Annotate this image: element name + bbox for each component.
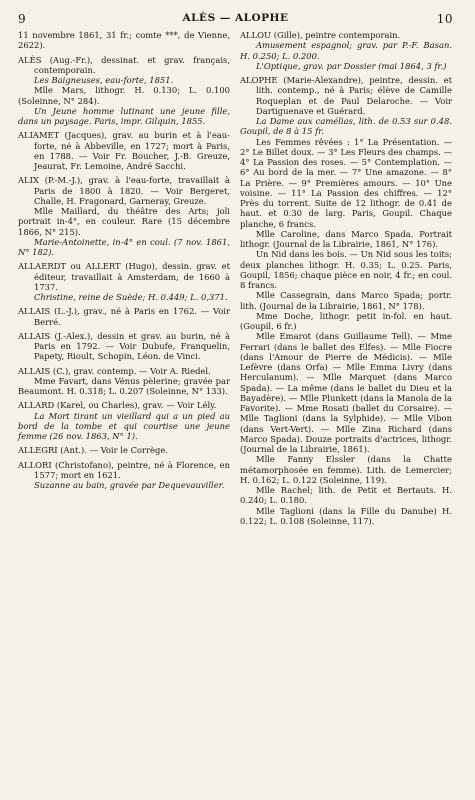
entry-work: Mlle Rachel; lith. de Petit et Bertauts. H. 0.240; L. 0.180. [240, 485, 452, 506]
entry-allori [18, 460, 230, 491]
entry-work: La Dame aux camélias, lith. de 0.53 sur 0.48. Goupil, de 8 à 15 fr. [240, 116, 452, 137]
right-column [240, 30, 452, 530]
entry-ales [18, 55, 230, 127]
entry-allard [18, 400, 230, 441]
entry-work: Un Nid dans les bois. — Un Nid sous les toits; deux planches lithogr. H. 0.35; L. 0.25. Paris, Goupil, 1856; chaque pièce en noir, 4 fr.; en coul. 8 francs. [240, 249, 452, 290]
page-number-left: 9 [18, 12, 27, 26]
entry-heading: ALLAIS (J.-Alex.), dessin et grav. au burin, né à Paris en 1792. — Voir Dubufe, Franquelin, Papety, Rioult, Schopin, Léon. de Vinci. [18, 330, 230, 362]
page-number-right: 10 [436, 12, 453, 26]
entry-heading: ALLAIS (C.), grav. contemp. — Voir A. Riedel. [18, 365, 211, 376]
left-column [18, 30, 230, 530]
entry-heading: ALLOU (Gille), peintre contemporain. [240, 30, 401, 40]
page-header [18, 10, 453, 30]
entry-work: Mlle Fanny Elssler (dans la Chatte métamorphosée en femme). Lith. de Lemercier; H. 0.162; L. 0.122 (Soleinne, 119). [240, 454, 452, 485]
entry-ales-continued [18, 30, 230, 51]
entry-heading: ALLAIS (L.-J.), grav., né à Paris en 1762. — Voir Berré. [18, 306, 230, 327]
two-column-body [18, 30, 453, 530]
entry-allou [240, 30, 452, 71]
entry-work: L'Optique, grav. par Dossier (mai 1864, 3 fr.) [256, 60, 447, 71]
entry-work: Mme Favart, dans Vénus pèlerine; gravée par Beaumont. H. 0.318; L. 0.207 (Soleinne, N° 133). [18, 375, 230, 396]
entry-heading: ALIAMET (Jacques), grav. au burin et à l'eau-forte, né à Abbeville, en 1727; mort à Paris, en 1788. — Voir Fr. Boucher, J.-B. Greuze, Jeaurat, Fr. Lemoine, André Sacchi. [18, 130, 230, 171]
entry-work: Mlle Emarot (dans Guillaume Tell). — Mme Ferrari (dans le ballet des Elfes). — Mlle Fiocre (dans l'Amour de Pierre de Médicis). — Mlle Lefèvre (dans Orfa) — Mlle Emma Livry (dans Herculanum). — Mlle Marquet (dans Marco Spada). — La même (dans le ballet du Dieu et la Bayadère). — Mlle Plunkett (dans la Manola de la Favorite). — Mme Rosati (ballet du Corsaire). — Mlle Taglioni (dans la Sylphide). — Mlle Vibon (dans Vert-Vert). — Mlle Zina Richard (dans Marco Spada). Douze portraits d'actrices, lithogr. (Journal de la Librairie, 1861). [240, 331, 452, 454]
entry-allaerdt [18, 261, 230, 302]
entry-heading: ALLARD (Karel, ou Charles), grav. — Voir Lély. [18, 400, 217, 411]
entry-heading: ALLORI (Christofano), peintre, né à Florence, en 1577; mort en 1621. [18, 459, 230, 480]
entry-heading: ALOPHE (Marie-Alexandre), peintre, dessin. et lith. contemp., né à Paris; élève de Camille Roqueplan et de Paul Delaroche. — Voir Dartiguenave et Guérard. [240, 75, 452, 116]
entry-work: Marie-Antoinette, in-4° en coul. (7 nov. 1861, N° 182). [18, 236, 230, 257]
entry-work: Mme Doche, lithogr. petit in-fol. en haut. (Goupil, 6 fr.) [240, 310, 452, 331]
entry-heading: ALLAERDT ou ALLERT (Hugo), dessin. grav. et éditeur, travaillait à Amsterdam, de 1660 à 1737. [18, 261, 230, 292]
entry-work: Mlle Cassegrain, dans Marco Spada; portr. lith. (Journal de la Librairie, 1861, N° 178). [240, 290, 452, 311]
running-title: ALÈS — ALOPHE [182, 12, 289, 24]
entry-alophe [240, 75, 452, 526]
entry-work: Mlle Maillard, du théâtre des Arts; joli portrait in-4°, en couleur. Rare (15 décembre 1866, N° 215). [18, 206, 230, 237]
entry-work: Mlle Caroline, dans Marco Spada. Portrait lithogr. (Journal de la Librairie, 1861, N° 176). [240, 228, 452, 249]
entry-text: 11 novembre 1861, 31 fr.; comte ***, de Vienne, 2622). [18, 30, 230, 51]
entry-allais-lj [18, 306, 230, 327]
entry-work: Amusement espagnol; grav. par P.-F. Basan. H. 0.250; L. 0.200. [240, 40, 452, 61]
entry-heading: ALÈS (Aug.-Fr.), dessinat. et grav. français, contemporain. [18, 54, 230, 75]
entry-work: Un Jeune homme lutinant une jeune fille, dans un paysage. Paris, impr. Gilquin, 1855. [18, 105, 230, 126]
entry-allais-c [18, 366, 230, 397]
entry-allais-jalex [18, 331, 230, 362]
entry-work: Mlle Mars, lithogr. H. 0.130; L. 0.100 (Soleinne, N° 284). [18, 85, 230, 106]
entry-allegri [18, 445, 230, 455]
entry-work: Mlle Taglioni (dans la Fille du Danube) H. 0.122; L. 0.108 (Soleinne, 117). [240, 505, 452, 526]
entry-heading: ALIX (P.-M.-J.), grav. à l'eau-forte, travaillait à Paris de 1800 à 1820. — Voir Bergeret, Challe, H. Fragonard, Garneray, Greuze. [18, 175, 230, 206]
entry-aliamet [18, 130, 230, 171]
entry-work: La Mort tirant un vieillard qui a un pied au bord de la tombe et qui courtise une jeune femme (26 nov. 1863, N° 1). [18, 410, 230, 441]
entry-heading: ALLEGRI (Ant.). — Voir le Corrège. [18, 445, 168, 456]
entry-alix [18, 175, 230, 257]
entry-work: Suzanne au bain, gravée par Dequevauviller. [34, 480, 225, 490]
entry-work: Les Femmes rêvées : 1° La Présentation. — 2° Le Billet doux. — 3° Les Fleurs des champs. — 4° La Passion des roses. — 5° Contemplation. — 6° Au bord de la mer. — 7° Une amazone. — 8° La Prière. — 9° Premières amours. — 10° Une voisine. — 11° La Passion des chiffres. — 12° Près du torrent. Suite de 12 lithogr. de 0.41 de haut. et 0.30 de larg. Paris, Goupil. Chaque planche, 6 francs. [240, 136, 452, 229]
entry-work: Christine, reine de Suède; H. 0.449; L. 0,371. [34, 292, 228, 302]
entry-work: Les Baigneuses, eau-forte, 1851. [34, 75, 174, 85]
